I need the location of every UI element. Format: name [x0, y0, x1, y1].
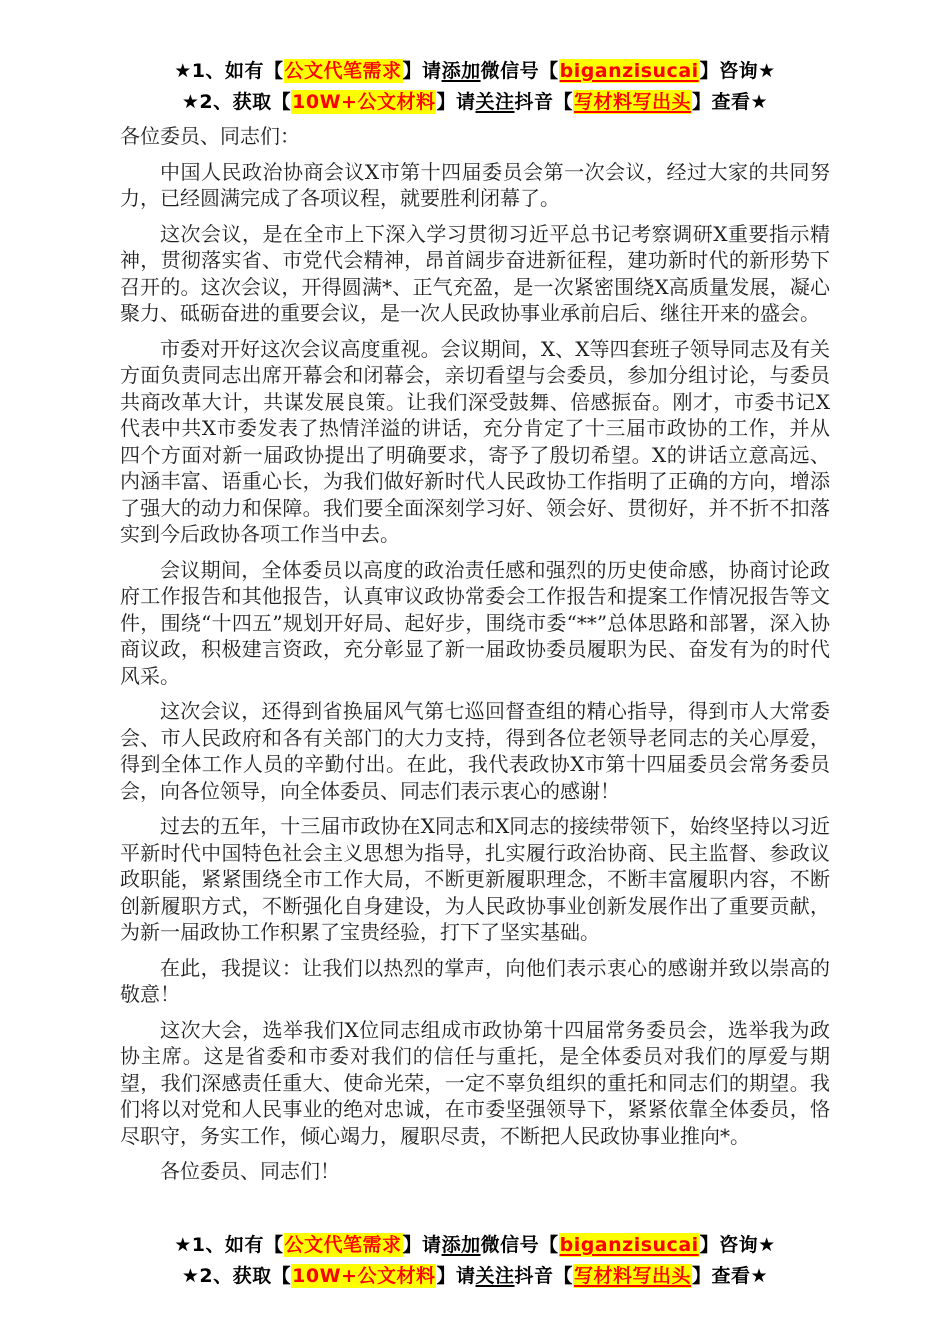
promo-banner-line: [120, 1261, 830, 1292]
document-body: [120, 123, 830, 1194]
banner-text: 】查看★: [692, 91, 769, 113]
banner-highlight-text: 10W+公文材料: [292, 91, 436, 113]
document-paragraph: 各位委员、同志们：: [120, 124, 300, 148]
promo-banner-top: [120, 56, 830, 118]
promo-banner-bottom: [120, 1230, 830, 1292]
banner-text: 抖音【: [514, 1265, 574, 1287]
document-paragraph: 这次会议，是在全市上下深入学习贯彻习近平总书记考察调研X重要指示精神，贯彻落实省、市党代会精神，昂首阔步奋进新征程，建功新时代的新形势下召开的。这次会议，开得圆满*、正气充盈，是一次紧密围绕X高质量发展，凝心聚力、砥砺奋进的重要会议，是一次人民政协事业承前启后、继往开来的盛会。: [120, 221, 830, 325]
banner-text: 微信号【: [480, 1234, 559, 1256]
banner-text: 】咨询★: [699, 1234, 776, 1256]
banner-text: ★2、获取【: [181, 91, 292, 113]
banner-text: 关注: [475, 1265, 515, 1287]
banner-text: 微信号【: [480, 60, 559, 82]
banner-text: 】请: [436, 1265, 476, 1287]
banner-highlight-text: 10W+公文材料: [292, 1265, 436, 1287]
banner-text: ★1、如有【: [174, 1234, 284, 1256]
promo-banner-line: [120, 1230, 830, 1261]
banner-text: 】咨询★: [699, 60, 776, 82]
banner-text: 添加: [441, 1234, 481, 1256]
document-paragraph: 过去的五年，十三届市政协在X同志和X同志的接续带领下，始终坚持以习近平新时代中国特色社会主义思想为指导，扎实履行政治协商、民主监督、参政议政职能，紧紧围绕全市工作大局，不断更新履职理念，不断丰富履职内容，不断创新履职方式，不断强化自身建设，为人民政协事业创新发展作出了重要贡献，为新一届政协工作积累了宝贵经验，打下了坚实基础。: [120, 814, 830, 944]
promo-banner-line: [120, 87, 830, 118]
banner-text: 添加: [441, 60, 481, 82]
banner-highlight-text: 公文代笔需求: [284, 60, 402, 82]
banner-highlight-text: biganzisucai: [559, 60, 699, 82]
banner-highlight-text: 写材料写出头: [574, 91, 692, 113]
banner-text: ★1、如有【: [174, 60, 284, 82]
document-paragraph: 市委对开好这次会议高度重视。会议期间，X、X等四套班子领导同志及有关方面负责同志出席开幕会和闭幕会，亲切看望与会委员，参加分组讨论，与委员共商改革大计，共谋发展良策。让我们深受鼓舞、倍感振奋。刚才，市委书记X代表中共X市委发表了热情洋溢的讲话，充分肯定了十三届市政协的工作，并从四个方面对新一届政协提出了明确要求，寄予了殷切希望。X的讲话立意高远、内涵丰富、语重心长，为我们做好新时代人民政协工作指明了正确的方向，增添了强大的动力和保障。我们要全面深刻学习好、领会好、贯彻好，并不折不扣落实到今后政协各项工作当中去。: [120, 336, 830, 546]
banner-text: 】请: [402, 60, 442, 82]
document-paragraph: 这次会议，还得到省换届风气第七巡回督查组的精心指导，得到市人大常委会、市人民政府和各有关部门的大力支持，得到各位老领导老同志的关心厚爱，得到全体工作人员的辛勤付出。在此，我代表政协X市第十四届委员会常务委员会，向各位领导，向全体委员、同志们表示衷心的感谢！: [120, 699, 830, 803]
document-paragraph: 各位委员、同志们！: [160, 1159, 340, 1183]
banner-text: 】查看★: [692, 1265, 769, 1287]
banner-highlight-text: 写材料写出头: [574, 1265, 692, 1287]
banner-highlight-text: biganzisucai: [559, 1234, 699, 1256]
banner-text: 】请: [436, 91, 476, 113]
banner-text: 】请: [402, 1234, 442, 1256]
document-paragraph: 这次大会，选举我们X位同志组成市政协第十四届常务委员会，选举我为政协主席。这是省委和市委对我们的信任与重托，是全体委员对我们的厚爱与期望，我们深感责任重大、使命光荣，一定不辜负组织的重托和同志们的期望。我们将以对党和人民事业的绝对忠诚，在市委坚强领导下，紧紧依靠全体委员，恪尽职守，务实工作，倾心竭力，履职尽责，不断把人民政协事业推向*。: [120, 1017, 830, 1148]
banner-text: ★2、获取【: [181, 1265, 292, 1287]
banner-highlight-text: 公文代笔需求: [284, 1234, 402, 1256]
document-paragraph: 在此，我提议：让我们以热烈的掌声，向他们表示衷心的感谢并致以崇高的敬意！: [120, 955, 830, 1006]
document-paragraph: 会议期间，全体委员以高度的政治责任感和强烈的历史使命感，协商讨论政府工作报告和其他报告，认真审议政协常委会工作报告和提案工作情况报告等文件，围绕“十四五”规划开好局、起好步，围绕市委“**”总体思路和部署，深入协商议政，积极建言资政，充分彰显了新一届政协委员履职为民、奋发有为的时代风采。: [120, 557, 830, 688]
promo-banner-line: [120, 56, 830, 87]
document-paragraph: 中国人民政治协商会议X市第十四届委员会第一次会议，经过大家的共同努力，已经圆满完成了各项议程，就要胜利闭幕了。: [120, 159, 830, 210]
banner-text: 抖音【: [514, 91, 574, 113]
banner-text: 关注: [475, 91, 515, 113]
